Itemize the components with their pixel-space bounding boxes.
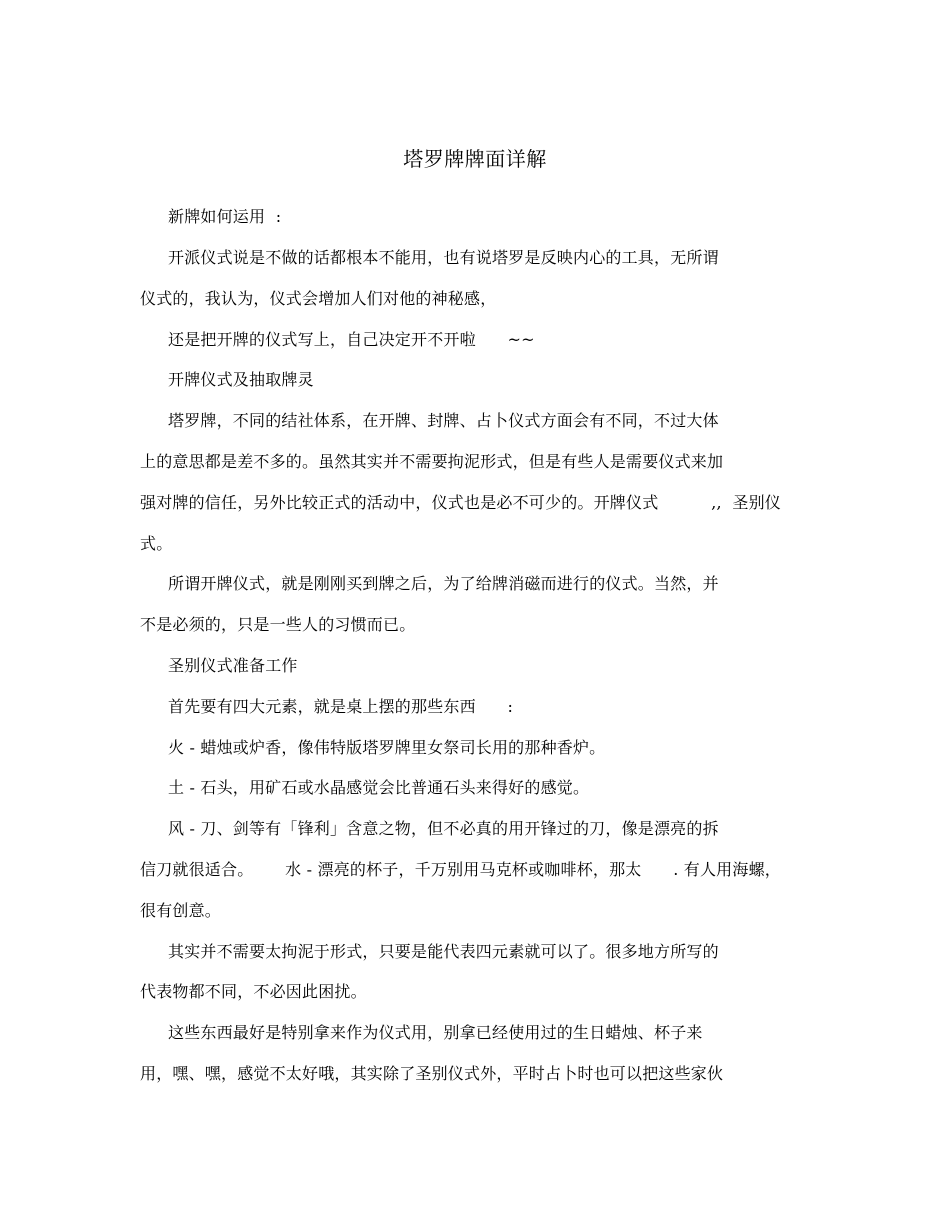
paragraph-line: 所谓开牌仪式，就是刚刚买到牌之后，为了给牌消磁而进行的仪式。当然，并 <box>168 574 719 593</box>
paragraph-line: 仪式的，我认为，仪式会增加人们对他的神秘感， <box>140 289 497 308</box>
paragraph-line: 不是必须的，只是一些人的习惯而已。 <box>140 615 416 634</box>
paragraph-line: 首先要有四大元素，就是桌上摆的那些东西 : <box>168 697 514 716</box>
paragraph-line: 圣别仪式准备工作 <box>168 656 298 675</box>
paragraph-line: 很有创意。 <box>140 901 222 920</box>
paragraph-line: 开派仪式说是不做的话都根本不能用，也有说塔罗是反映内心的工具，无所谓 <box>168 248 719 267</box>
paragraph-line: 风 - 刀、剑等有「锋利」含意之物，但不必真的用开锋过的刀，像是漂亮的拆 <box>168 819 719 838</box>
paragraph-line: 开牌仪式及抽取牌灵 <box>168 370 314 389</box>
paragraph-line: 用，嘿、嘿，感觉不太好哦，其实除了圣别仪式外，平时占卜时也可以把这些家伙 <box>140 1064 724 1083</box>
paragraph-line: 代表物都不同，不必因此困扰。 <box>140 982 367 1001</box>
paragraph-line: 土 - 石头，用矿石或水晶感觉会比普通石头来得好的感觉。 <box>168 778 590 797</box>
paragraph-line: 式。 <box>140 534 173 553</box>
paragraph-line: 还是把开牌的仪式写上，自己决定开不开啦 ~~ <box>168 330 535 349</box>
paragraph-line: 火 - 蜡烛或炉香，像伟特版塔罗牌里女祭司长用的那种香炉。 <box>168 738 606 757</box>
paragraph-line: 塔罗牌，不同的结社体系，在开牌、封牌、占卜仪式方面会有不同，不过大体 <box>168 411 719 430</box>
paragraph-line: 信刀就很适合。 水 - 漂亮的杯子，千万别用马克杯或咖啡杯，那太 . 有人用海螺， <box>140 860 781 879</box>
paragraph-line: 这些东西最好是特别拿来作为仪式用，别拿已经使用过的生日蜡烛、杯子来 <box>168 1023 703 1042</box>
document-title: 塔罗牌牌面详解 <box>403 147 547 171</box>
paragraph-line: 其实并不需要太拘泥于形式，只要是能代表四元素就可以了。很多地方所写的 <box>168 942 719 961</box>
paragraph-line: 新牌如何运用 : <box>168 207 282 226</box>
paragraph-line: 强对牌的信任，另外比较正式的活动中，仪式也是必不可少的。开牌仪式 ,, 圣别仪 <box>140 493 782 512</box>
paragraph-line: 上的意思都是差不多的。虽然其实并不需要拘泥形式，但是有些人是需要仪式来加 <box>140 452 724 471</box>
